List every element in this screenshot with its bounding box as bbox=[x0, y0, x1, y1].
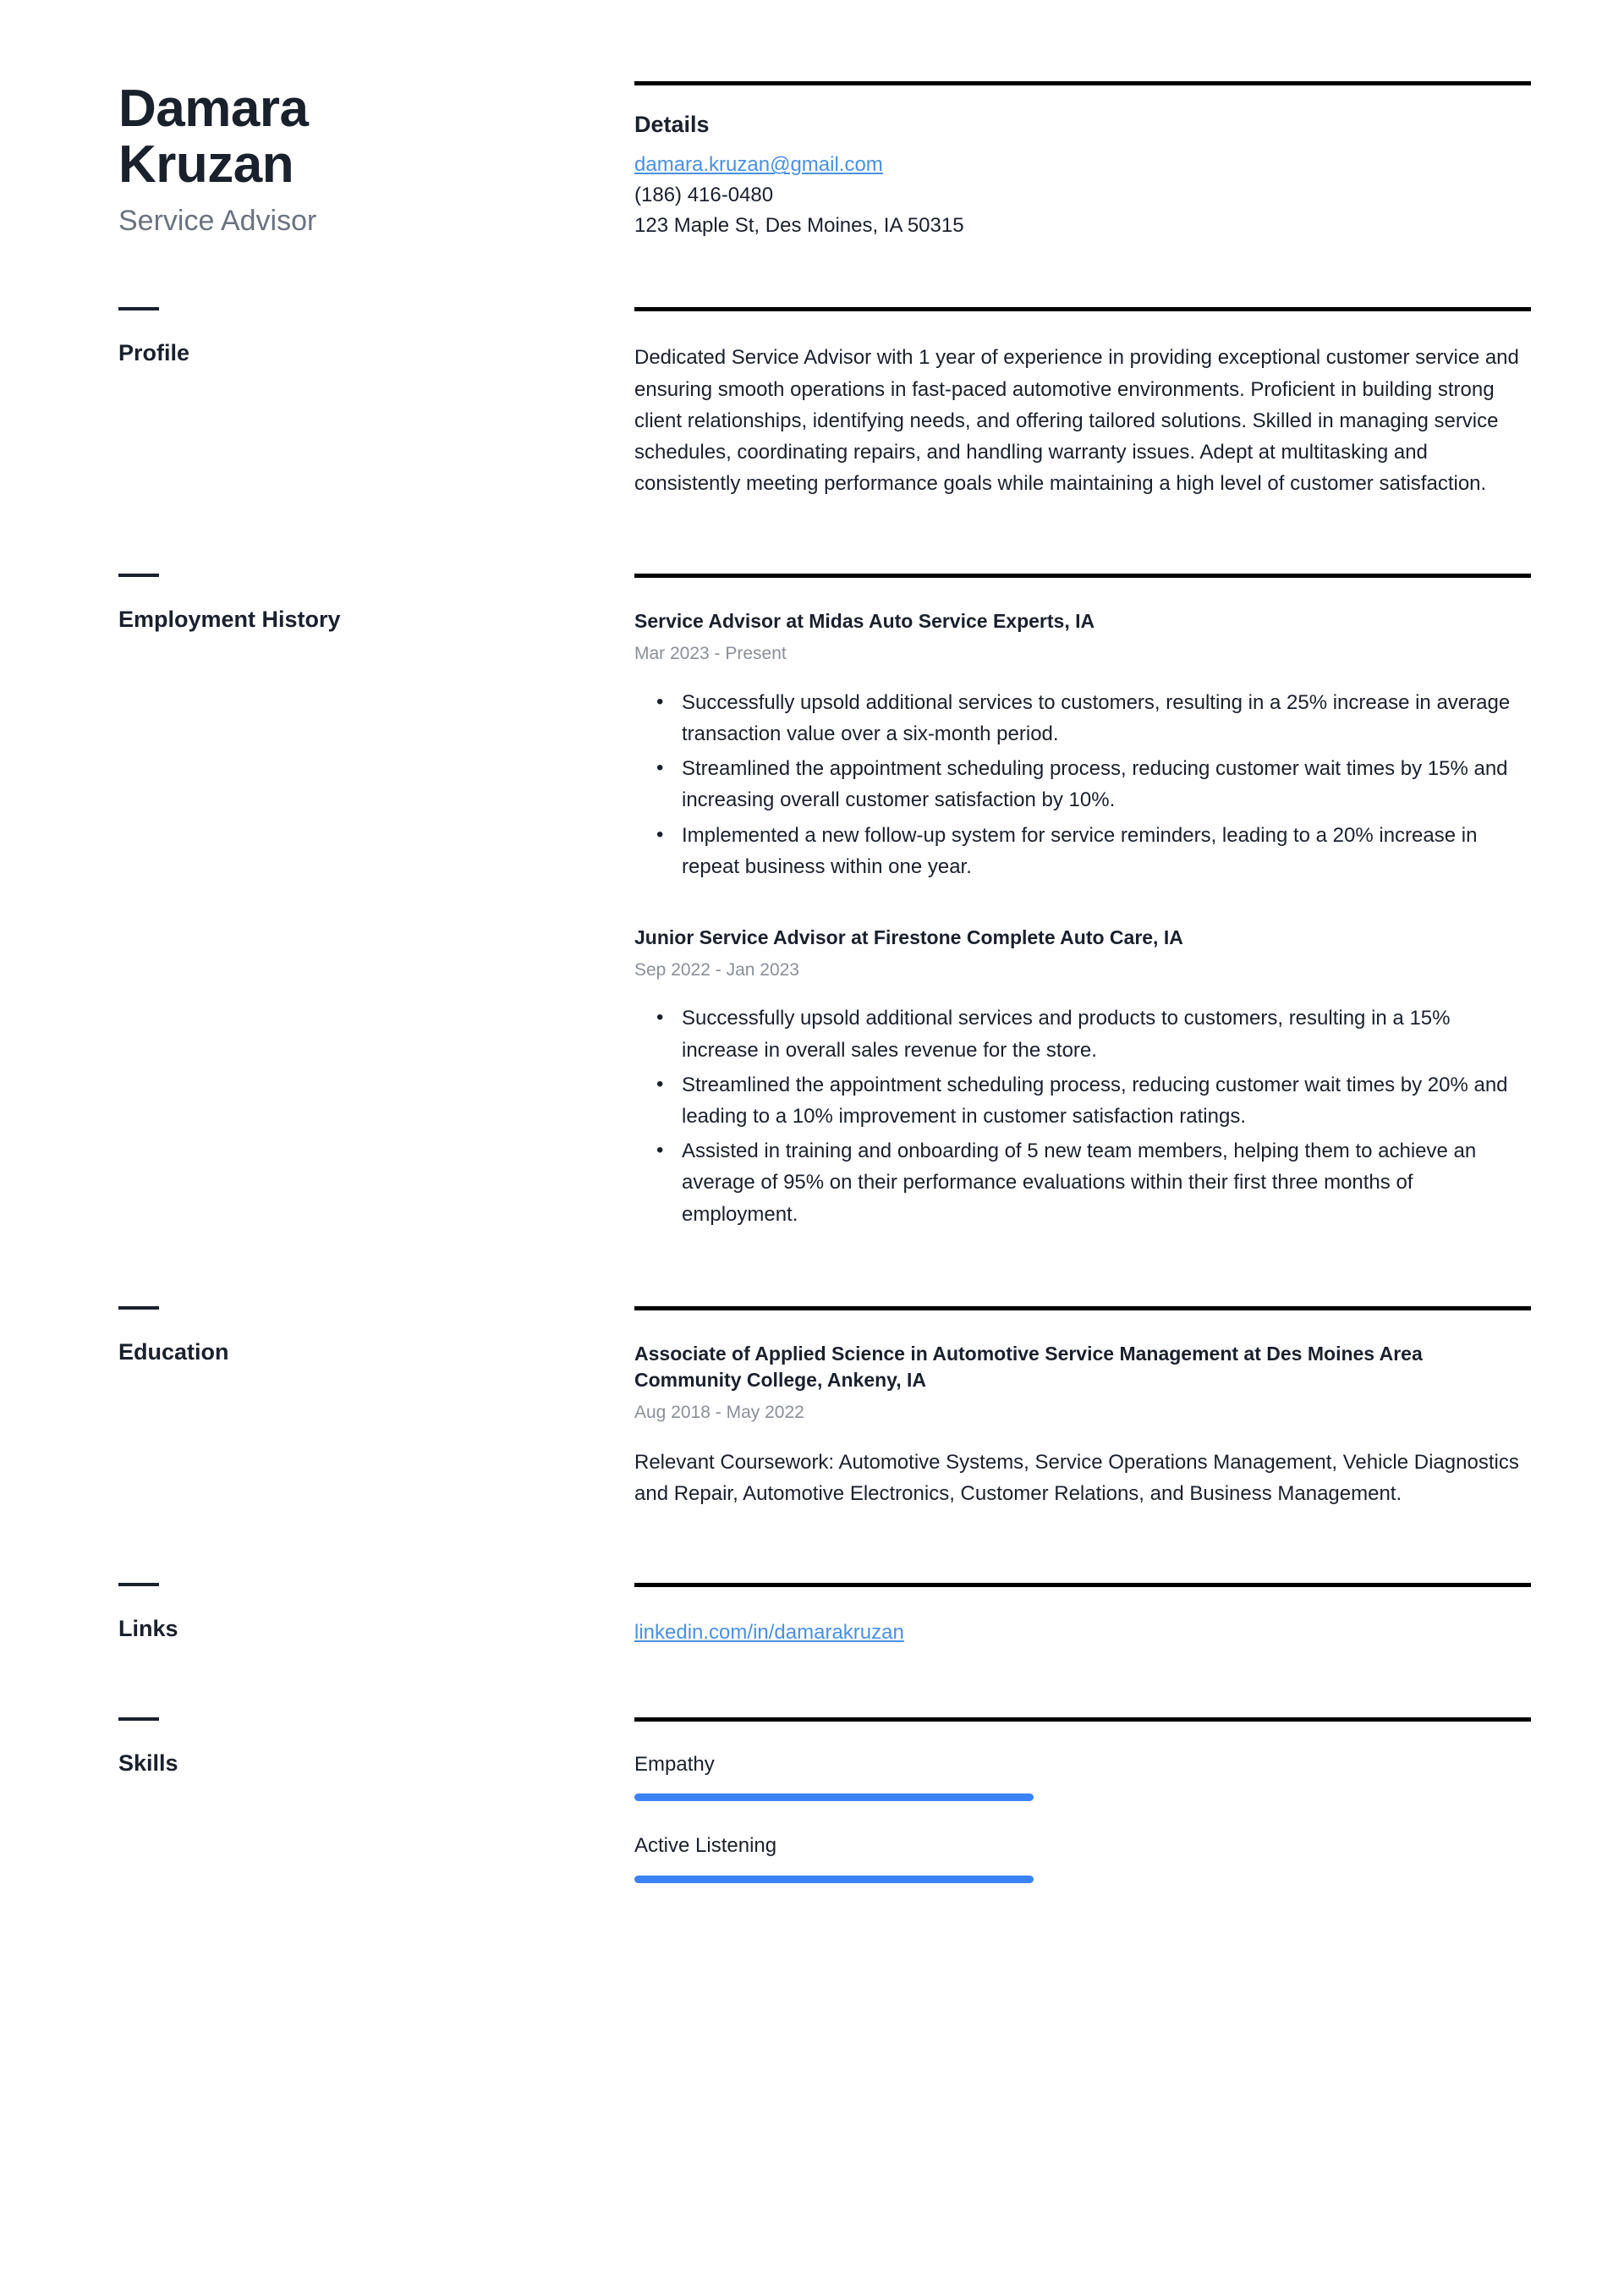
heading-dash-icon bbox=[118, 1717, 159, 1721]
list-item: • Implemented a new follow-up system for service reminders, leading to a 20% increase in repeat business within one year. bbox=[682, 820, 1531, 882]
details-heading: Details bbox=[634, 112, 710, 137]
profile-text: Dedicated Service Advisor with 1 year of experience in providing exceptional customer service and ensuring smooth operations in fast-paced automotive environments. Proficient in building strong client relationships, identifying needs, and offering tailored solutions. Skilled in managing service schedules, coordinating repairs, and handling warranty issues. Adept at multitasking and consistently meeting performance goals while maintaining a high level of customer satisfaction. bbox=[634, 346, 1519, 496]
skills-section bbox=[118, 1717, 1531, 1914]
list-item: • Streamlined the appointment scheduling process, reducing customer wait times by 20% and leading to a 10% improvement in customer satisfaction ratings. bbox=[682, 1069, 1531, 1132]
header-section bbox=[118, 81, 1531, 241]
degree-title: Associate of Applied Science in Automotive Service Management at Des Moines Area Community College, Ankeny, IA bbox=[634, 1342, 1423, 1391]
education-body bbox=[634, 1306, 1531, 1510]
last-name: Kruzan bbox=[118, 135, 294, 195]
employment-body bbox=[634, 574, 1531, 1233]
list-item: • Assisted in training and onboarding of 5 new team members, helping them to achieve an average of 95% on their performance evaluations within their first three months of employment. bbox=[682, 1135, 1531, 1230]
job-bullets bbox=[634, 687, 1531, 882]
job-bullets bbox=[634, 1002, 1531, 1229]
education-entry bbox=[634, 1341, 1531, 1510]
job-title-heading: Service Advisor at Midas Auto Service Experts, IA bbox=[634, 610, 1095, 633]
email-link-wrap bbox=[634, 150, 1531, 180]
profile-heading: Profile bbox=[118, 340, 190, 366]
skills-body bbox=[634, 1717, 1531, 1914]
skill-label: Empathy bbox=[634, 1752, 715, 1776]
links-section bbox=[118, 1583, 1531, 1648]
degree-description: Relevant Coursework: Automotive Systems, Service Operations Management, Vehicle Diagnostics and Repair, Automotive Electronics, Customer Relations, and Business Management. bbox=[634, 1451, 1519, 1506]
list-item: • Streamlined the appointment scheduling process, reducing customer wait times by 15% and increasing overall customer satisfaction by 10%. bbox=[682, 753, 1531, 816]
links-heading: Links bbox=[118, 1615, 178, 1641]
profile-section bbox=[118, 307, 1531, 499]
heading-dash-icon bbox=[118, 307, 159, 310]
employment-heading: Employment History bbox=[118, 607, 341, 633]
skill-level-bar bbox=[634, 1793, 1034, 1801]
links-side bbox=[118, 1583, 634, 1642]
job-title: Service Advisor bbox=[118, 204, 317, 237]
linkedin-link[interactable]: linkedin.com/in/damarakruzan bbox=[634, 1620, 904, 1644]
heading-dash-icon bbox=[118, 1583, 159, 1586]
address-text: 123 Maple St, Des Moines, IA 50315 bbox=[634, 214, 964, 238]
skills-heading: Skills bbox=[118, 1749, 178, 1776]
details-section bbox=[634, 81, 1531, 241]
education-section bbox=[118, 1306, 1531, 1510]
employment-section bbox=[118, 574, 1531, 1233]
profile-side bbox=[118, 307, 634, 366]
job-dates: Mar 2023 - Present bbox=[634, 644, 787, 664]
profile-body bbox=[634, 307, 1531, 499]
degree-dates: Aug 2018 - May 2022 bbox=[634, 1402, 804, 1422]
education-heading: Education bbox=[118, 1338, 229, 1365]
link-item bbox=[634, 1618, 1531, 1648]
links-body bbox=[634, 1583, 1531, 1648]
list-item: • Successfully upsold additional services and products to customers, resulting in a 15% increase in overall sales revenue for the store. bbox=[682, 1002, 1531, 1065]
heading-dash-icon bbox=[118, 1306, 159, 1310]
education-side bbox=[118, 1306, 634, 1365]
employment-entry bbox=[634, 608, 1531, 882]
list-item: • Successfully upsold additional services to customers, resulting in a 25% increase in average transaction value over a six-month period. bbox=[682, 687, 1531, 750]
job-dates: Sep 2022 - Jan 2023 bbox=[634, 959, 799, 980]
skill-level-bar bbox=[634, 1876, 1034, 1883]
skill-item bbox=[634, 1832, 1531, 1883]
header-identity bbox=[118, 81, 634, 238]
employment-entry bbox=[634, 925, 1531, 1230]
first-name: Damara bbox=[118, 80, 309, 138]
skill-label: Active Listening bbox=[634, 1834, 777, 1858]
page-title bbox=[118, 81, 398, 194]
job-title-heading: Junior Service Advisor at Firestone Complete Auto Care, IA bbox=[634, 926, 1183, 948]
heading-dash-icon bbox=[118, 574, 159, 577]
employment-side bbox=[118, 574, 634, 633]
skill-item bbox=[634, 1750, 1531, 1802]
phone-text: (186) 416-0480 bbox=[634, 184, 774, 207]
email-link[interactable]: damara.kruzan@gmail.com bbox=[634, 153, 883, 177]
skills-side bbox=[118, 1717, 634, 1777]
